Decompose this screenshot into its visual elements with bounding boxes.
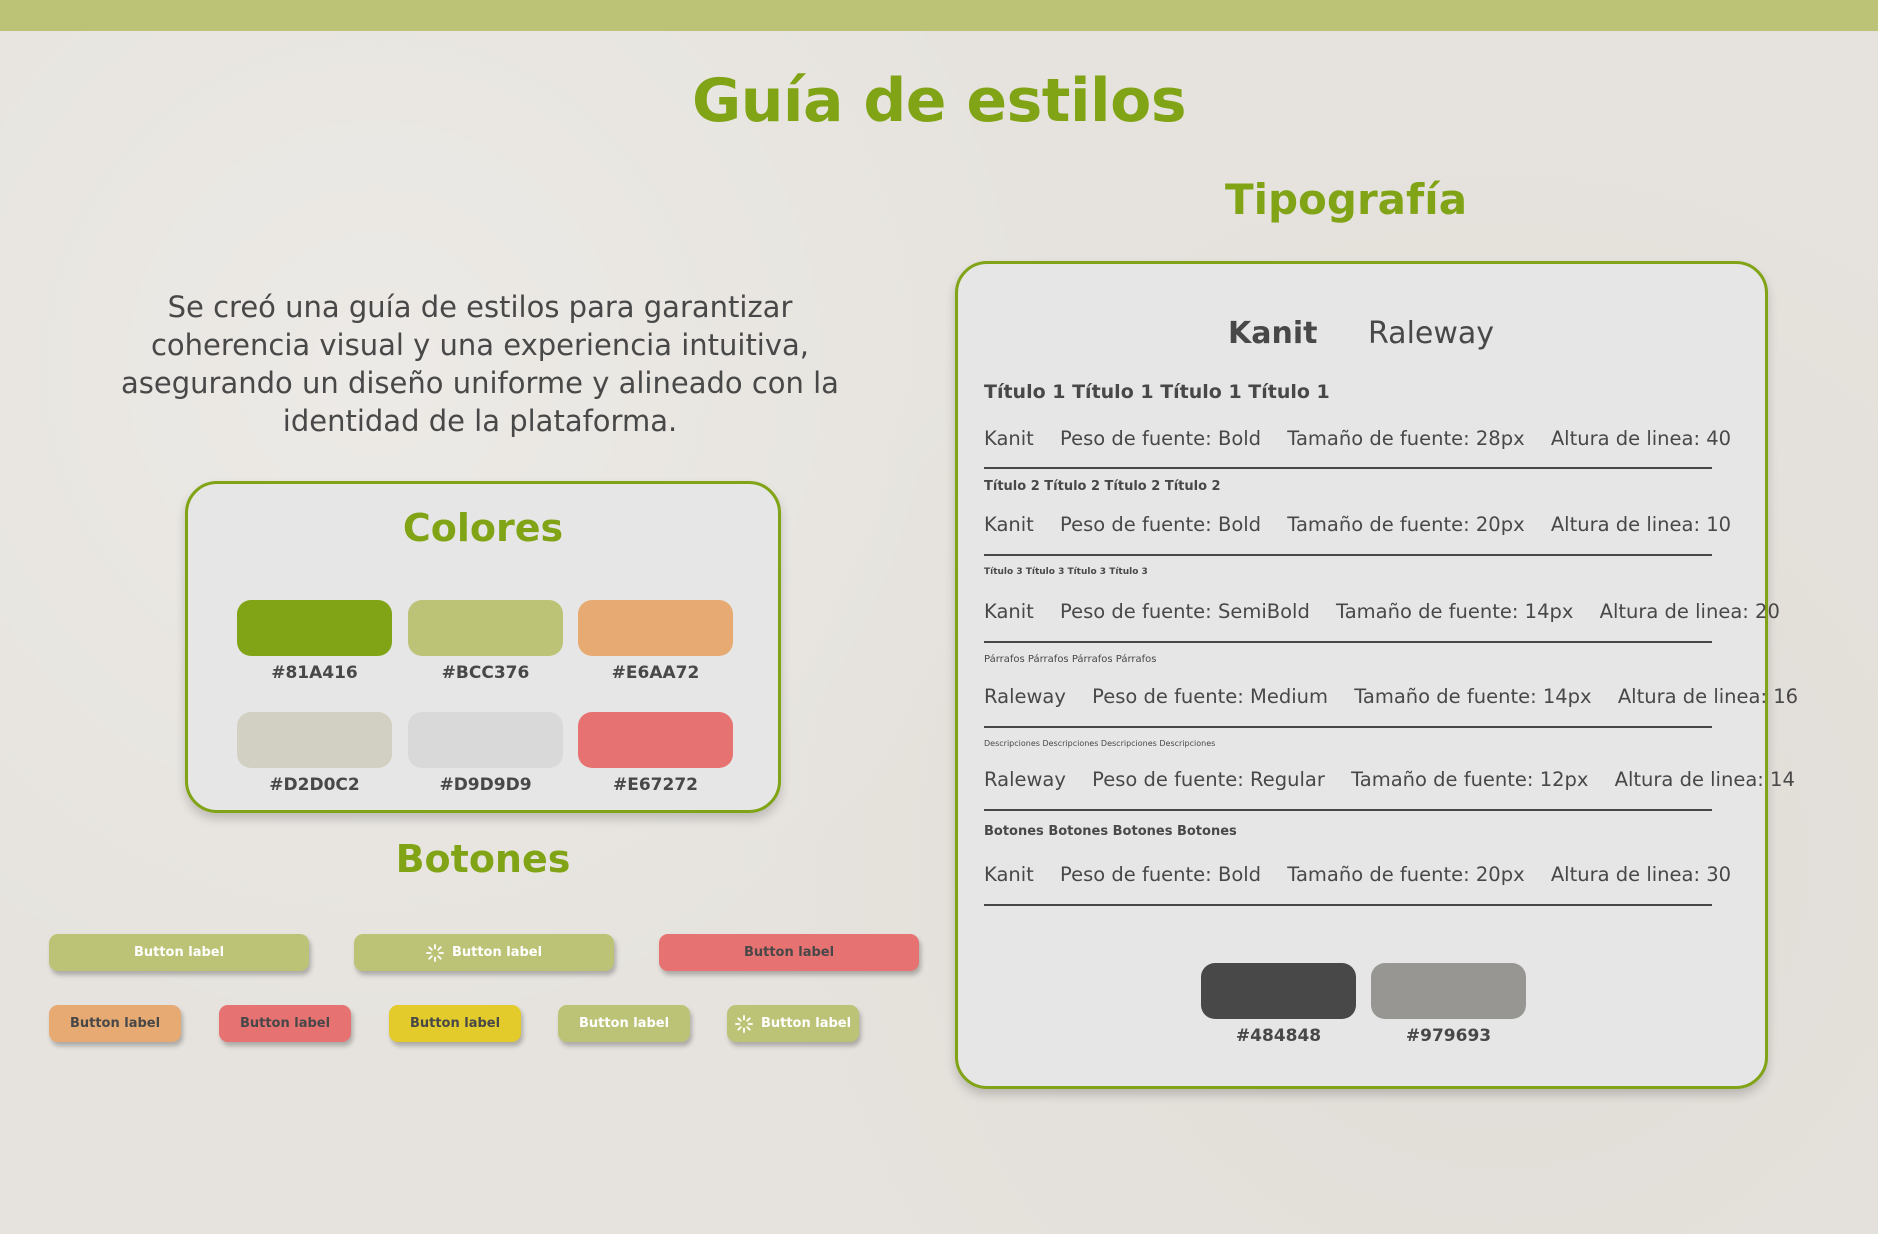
divider	[984, 467, 1712, 469]
color-swatch-6	[578, 712, 733, 768]
color-label-5: #D9D9D9	[439, 775, 532, 795]
font-name-raleway: Raleway	[1368, 316, 1495, 351]
divider	[984, 904, 1712, 906]
sample-button-6[interactable]	[389, 1005, 521, 1042]
spec-font: Kanit	[984, 600, 1034, 623]
sample-button-loading-1[interactable]	[354, 934, 614, 971]
typo-specs-row-3	[984, 600, 1800, 623]
text-color-swatch-1	[1201, 963, 1356, 1019]
spec-font: Raleway	[984, 768, 1066, 791]
colors-card	[185, 481, 781, 813]
typo-sample-descripciones: Descripciones Descripciones Descripciones Descripciones	[984, 739, 1216, 748]
font-name-kanit: Kanit	[1228, 316, 1318, 351]
spec-size: Tamaño de fuente: 20px	[1287, 513, 1525, 536]
typo-sample-titulo-1: Título 1 Título 1 Título 1 Título 1	[984, 381, 1330, 403]
colors-title: Colores	[402, 506, 564, 550]
spec-font: Kanit	[984, 427, 1034, 450]
spec-weight: Peso de fuente: SemiBold	[1060, 600, 1310, 623]
loading-spinner-icon	[426, 944, 444, 962]
spec-size: Tamaño de fuente: 28px	[1287, 427, 1525, 450]
spec-line-height: Altura de linea: 30	[1550, 863, 1732, 886]
spec-size: Tamaño de fuente: 20px	[1287, 863, 1525, 886]
top-accent-bar	[0, 0, 1878, 31]
typo-specs-row-6	[984, 863, 1751, 886]
spec-weight: Peso de fuente: Medium	[1092, 685, 1329, 708]
spec-font: Kanit	[984, 863, 1034, 886]
color-label-3: #E6AA72	[611, 663, 700, 683]
color-swatch-5	[408, 712, 563, 768]
color-swatch-2	[408, 600, 563, 656]
typo-specs-row-1	[984, 427, 1751, 450]
sample-button-loading-2[interactable]	[727, 1005, 859, 1042]
sample-button-5[interactable]	[219, 1005, 351, 1042]
typo-sample-botones: Botones Botones Botones Botones	[984, 824, 1237, 839]
spec-weight: Peso de fuente: Bold	[1060, 863, 1262, 886]
typo-sample-parrafos: Párrafos Párrafos Párrafos Párrafos	[984, 654, 1157, 665]
spec-weight: Peso de fuente: Regular	[1092, 768, 1325, 791]
text-color-label-2: #979693	[1405, 1026, 1492, 1046]
color-label-2: #BCC376	[441, 663, 530, 683]
spec-font: Raleway	[984, 685, 1066, 708]
button-label: Button label	[451, 945, 543, 960]
button-label: Button label	[743, 945, 835, 960]
spec-line-height: Altura de linea: 20	[1599, 600, 1780, 623]
spec-line-height: Altura de linea: 40	[1550, 427, 1732, 450]
button-label: Button label	[69, 1016, 161, 1031]
intro-paragraph: Se creó una guía de estilos para garantizar coherencia visual y una experiencia intuitiva, asegurando un diseño uniforme y alineado con la identidad de la plataforma.	[121, 290, 839, 438]
sample-button-7[interactable]	[558, 1005, 690, 1042]
color-label-4: #D2D0C2	[269, 775, 360, 795]
color-swatch-1	[237, 600, 392, 656]
page-title: Guía de estilos	[691, 66, 1187, 136]
spec-weight: Peso de fuente: Bold	[1060, 427, 1262, 450]
typography-title: Tipografía	[1224, 175, 1468, 224]
typography-card	[955, 261, 1799, 1089]
button-label: Button label	[133, 945, 225, 960]
typo-specs-row-5	[984, 768, 1815, 791]
spec-size: Tamaño de fuente: 14px	[1354, 685, 1592, 708]
color-label-6: #E67272	[613, 775, 698, 795]
button-label: Button label	[239, 1016, 331, 1031]
divider	[984, 641, 1712, 643]
spec-font: Kanit	[984, 513, 1034, 536]
button-label: Button label	[760, 1016, 852, 1031]
loading-spinner-icon	[735, 1015, 753, 1033]
typo-specs-row-2	[984, 513, 1751, 536]
spec-size: Tamaño de fuente: 14px	[1336, 600, 1574, 623]
typo-specs-row-4	[984, 685, 1818, 708]
divider	[984, 809, 1712, 811]
spec-line-height: Altura de linea: 16	[1617, 685, 1799, 708]
color-swatch-3	[578, 600, 733, 656]
spec-line-height: Altura de linea: 14	[1614, 768, 1795, 791]
sample-button-4[interactable]	[49, 1005, 181, 1042]
spec-size: Tamaño de fuente: 12px	[1351, 768, 1589, 791]
color-label-1: #81A416	[271, 663, 358, 683]
text-color-label-1: #484848	[1235, 1026, 1322, 1046]
typo-sample-titulo-2: Título 2 Título 2 Título 2 Título 2	[984, 479, 1221, 494]
divider	[984, 726, 1712, 728]
typo-sample-titulo-3: Título 3 Título 3 Título 3 Título 3	[984, 567, 1148, 577]
button-label: Button label	[409, 1016, 501, 1031]
spec-line-height: Altura de linea: 10	[1550, 513, 1732, 536]
sample-button-3[interactable]	[659, 934, 919, 971]
divider	[984, 554, 1712, 556]
button-label: Button label	[578, 1016, 670, 1031]
spec-weight: Peso de fuente: Bold	[1060, 513, 1262, 536]
sample-button-1[interactable]	[49, 934, 309, 971]
color-swatch-4	[237, 712, 392, 768]
text-color-swatch-2	[1371, 963, 1526, 1019]
buttons-title: Botones	[395, 837, 571, 881]
